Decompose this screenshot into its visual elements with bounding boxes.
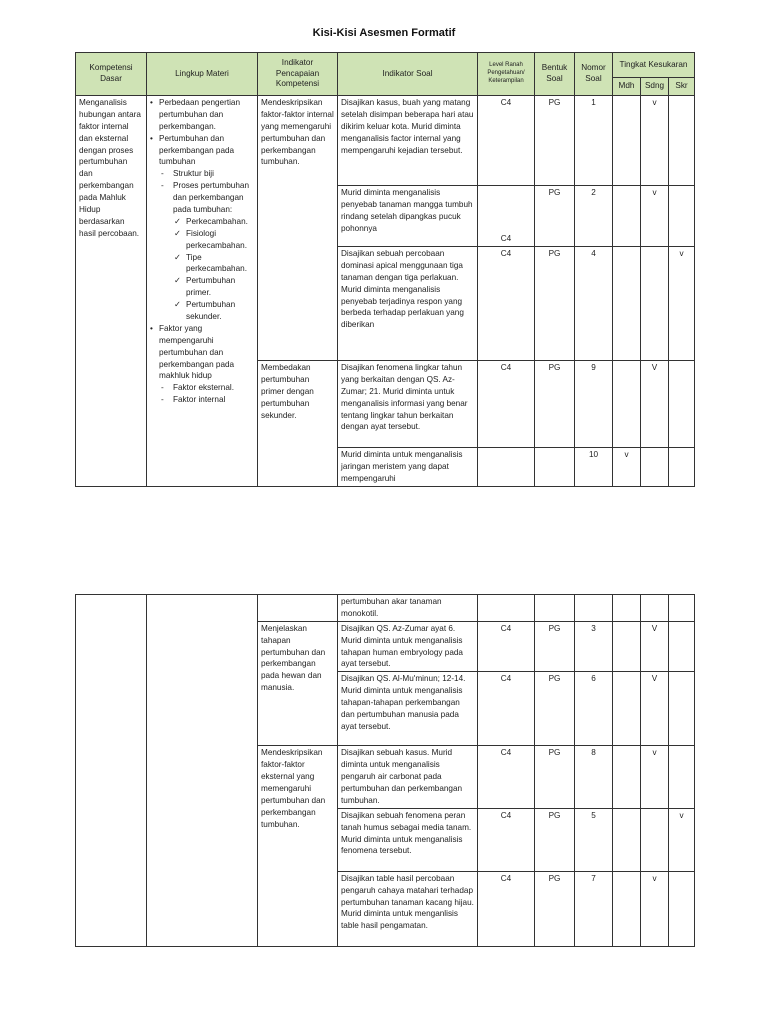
indikator-soal-cell: Disajikan fenomena lingkar tahun yang berkaitan dengan QS. Az-Zumar; 21. Murid diminta untuk menganalisis informasi yang benar tentang lingkar tahun berkaitan dengan ayat tersebut. <box>338 361 478 448</box>
ipk-cell: Menjelaskan tahapan pertumbuhan dan perkembangan pada hewan dan manusia. <box>258 621 338 746</box>
header-tingkat-kesukaran: Tingkat Kesukaran <box>613 53 695 78</box>
header-nomor-soal: Nomor Soal <box>575 53 613 96</box>
level-cell: C4 <box>478 871 535 946</box>
bentuk-cell: PG <box>535 361 575 448</box>
nomor-cell: 6 <box>575 672 613 746</box>
skr-cell <box>669 595 695 622</box>
nomor-cell: 4 <box>575 247 613 361</box>
check-item: ✓ Fisiologi perkecambahan. <box>173 228 254 252</box>
header-skr: Skr <box>669 78 695 96</box>
mdh-cell <box>613 672 641 746</box>
bentuk-cell: PG <box>535 621 575 672</box>
sdng-cell <box>641 448 669 487</box>
sdng-cell: v <box>641 871 669 946</box>
lingkup-item: • Pertumbuhan dan perkembangan pada tumbuhan - Struktur biji - Proses pertumbuhan dan perkembangan pada tumbuhan: ✓ Perkecambahan. ✓ Fisiologi perkecambahan. ✓ Tipe perkecambahan. ✓ Pertumbuhan primer. ✓ Pertumbuhan sekunder. <box>150 133 254 323</box>
nomor-cell: 10 <box>575 448 613 487</box>
skr-cell <box>669 186 695 247</box>
lingkup-materi-cell <box>147 96 258 487</box>
nomor-cell: 3 <box>575 621 613 672</box>
mdh-cell <box>613 595 641 622</box>
nomor-cell: 2 <box>575 186 613 247</box>
mdh-cell: v <box>613 448 641 487</box>
ipk-cell-continued <box>258 595 338 622</box>
nomor-cell <box>575 595 613 622</box>
sdng-cell: V <box>641 672 669 746</box>
nomor-cell: 9 <box>575 361 613 448</box>
lingkup-subitem: - Struktur biji <box>159 168 254 180</box>
bentuk-cell: PG <box>535 247 575 361</box>
skr-cell <box>669 746 695 808</box>
sdng-cell <box>641 595 669 622</box>
ipk-cell: Mendeskripsikan faktor-faktor internal yang memengaruhi pertumbuhan dan perkembangan tumbuhan. <box>258 96 338 361</box>
lingkup-item: • Faktor yang mempengaruhi pertumbuhan dan perkembangan pada makhluk hidup - Faktor eksternal. - Faktor internal <box>150 323 254 406</box>
ipk-cell: Membedakan pertumbuhan primer dengan pertumbuhan sekunder. <box>258 361 338 487</box>
skr-cell <box>669 448 695 487</box>
kd-cell-continued <box>76 595 147 947</box>
header-lingkup-materi: Lingkup Materi <box>147 53 258 96</box>
header-indikator-soal: Indikator Soal <box>338 53 478 96</box>
lingkup-materi-cell-continued <box>147 595 258 947</box>
indikator-soal-cell: Disajikan table hasil percobaan pengaruh cahaya matahari terhadap pertumbuhan tanaman kacang hijau. Murid diminta untuk menganlisis table hasil pengamatan. <box>338 871 478 946</box>
bentuk-cell: PG <box>535 672 575 746</box>
lingkup-subitem: - Faktor internal <box>159 394 254 406</box>
mdh-cell <box>613 247 641 361</box>
bentuk-cell: PG <box>535 871 575 946</box>
bentuk-cell: PG <box>535 808 575 871</box>
header-kompetensi-dasar: Kompetensi Dasar <box>76 53 147 96</box>
level-cell: C4 <box>478 96 535 186</box>
level-cell <box>478 448 535 487</box>
nomor-cell: 1 <box>575 96 613 186</box>
skr-cell <box>669 672 695 746</box>
kd-cell: Menganalisis hubungan antara faktor internal dan eksternal dengan proses pertumbuhan dan perkembangan pada Mahluk Hidup berdasarkan hasil percobaan. <box>76 96 147 487</box>
check-item: ✓ Tipe perkecambahan. <box>173 252 254 276</box>
nomor-cell: 5 <box>575 808 613 871</box>
bentuk-cell: PG <box>535 746 575 808</box>
sdng-cell <box>641 247 669 361</box>
level-cell: C4 <box>478 361 535 448</box>
skr-cell <box>669 361 695 448</box>
indikator-soal-cell: Murid diminta untuk menganalisis jaringan meristem yang dapat mempengaruhi <box>338 448 478 487</box>
skr-cell <box>669 871 695 946</box>
skr-cell: v <box>669 808 695 871</box>
bentuk-cell: PG <box>535 96 575 186</box>
level-cell: C4 <box>478 247 535 361</box>
mdh-cell <box>613 871 641 946</box>
indikator-soal-cell: pertumbuhan akar tanaman monokotil. <box>338 595 478 622</box>
sdng-cell: V <box>641 361 669 448</box>
skr-cell <box>669 96 695 186</box>
sdng-cell: v <box>641 746 669 808</box>
document-title: Kisi-Kisi Asesmen Formatif <box>312 27 456 39</box>
header-mdh: Mdh <box>613 78 641 96</box>
mdh-cell <box>613 186 641 247</box>
mdh-cell <box>613 361 641 448</box>
nomor-cell: 7 <box>575 871 613 946</box>
lingkup-item: • Perbedaan pengertian pertumbuhan dan perkembangan. <box>150 97 254 133</box>
bentuk-cell: PG <box>535 186 575 247</box>
level-cell: C4 <box>478 672 535 746</box>
level-cell: C4 <box>478 808 535 871</box>
indikator-soal-cell: Disajikan sebuah fenomena peran tanah humus sebagai media tanam. Murid diminta untuk menganalisis fenomena tersebut. <box>338 808 478 871</box>
indikator-soal-cell: Disajikan sebuah percobaan dominasi apical menggunaan tiga tanaman dengan tiga perlakuan. Murid diminta menganalisis penyebab terjadinya respon yang berbeda terhadap perlakuan yang diberikan <box>338 247 478 361</box>
check-item: ✓ Perkecambahan. <box>173 216 254 228</box>
mdh-cell <box>613 746 641 808</box>
header-level-ranah: Level Ranah Pengetahuan/ Keterampilan <box>478 53 535 96</box>
skr-cell <box>669 621 695 672</box>
level-cell <box>478 595 535 622</box>
mdh-cell <box>613 96 641 186</box>
bentuk-cell <box>535 448 575 487</box>
header-sdng: Sdng <box>641 78 669 96</box>
sdng-cell: v <box>641 96 669 186</box>
mdh-cell <box>613 808 641 871</box>
indikator-soal-cell: Disajikan QS. Az-Zumar ayat 6. Murid diminta untuk menganalisis tahapan human embryology pada ayat tersebut. <box>338 621 478 672</box>
skr-cell: v <box>669 247 695 361</box>
indikator-soal-cell: Murid diminta menganalisis penyebab tanaman mangga tumbuh rindang setelah dipangkas pucuk pohonnya <box>338 186 478 247</box>
lingkup-subitem: - Faktor eksternal. <box>159 382 254 394</box>
check-item: ✓ Pertumbuhan primer. <box>173 275 254 299</box>
sdng-cell: v <box>641 186 669 247</box>
ipk-cell: Mendeskripsikan faktor-faktor eksternal yang memengaruhi pertumbuhan dan perkembangan tumbuhan. <box>258 746 338 946</box>
check-item: ✓ Pertumbuhan sekunder. <box>173 299 254 323</box>
bentuk-cell <box>535 595 575 622</box>
level-cell: C4 <box>478 186 535 247</box>
sdng-cell <box>641 808 669 871</box>
header-bentuk-soal: Bentuk Soal <box>535 53 575 96</box>
kisi-table-page-2 <box>75 594 695 947</box>
lingkup-subitem: - Proses pertumbuhan dan perkembangan pada tumbuhan: ✓ Perkecambahan. ✓ Fisiologi perkecambahan. ✓ Tipe perkecambahan. ✓ Pertumbuhan primer. ✓ Pertumbuhan sekunder. <box>159 180 254 323</box>
indikator-soal-cell: Disajikan sebuah kasus. Murid diminta untuk menganalisis pengaruh air carbonat pada pertumbuhan dan perkembangan tumbuhan. <box>338 746 478 808</box>
level-cell: C4 <box>478 621 535 672</box>
mdh-cell <box>613 621 641 672</box>
level-cell: C4 <box>478 746 535 808</box>
nomor-cell: 8 <box>575 746 613 808</box>
indikator-soal-cell: Disajikan QS. Al-Mu'minun; 12-14. Murid diminta untuk menganalisis tahapan-tahapan perkembangan dan pertumbuhan manusia pada ayat tersebut. <box>338 672 478 746</box>
sdng-cell: V <box>641 621 669 672</box>
indikator-soal-cell: Disajikan kasus, buah yang matang setelah disimpan beberapa hari atau dikirim keluar kota. Murid diminta menganalisis factor internal yang mempengaruhi kejadian tersebut. <box>338 96 478 186</box>
header-indikator-kompetensi: Indikator Pencapaian Kompetensi <box>258 53 338 96</box>
kisi-table-page-1 <box>75 52 695 487</box>
